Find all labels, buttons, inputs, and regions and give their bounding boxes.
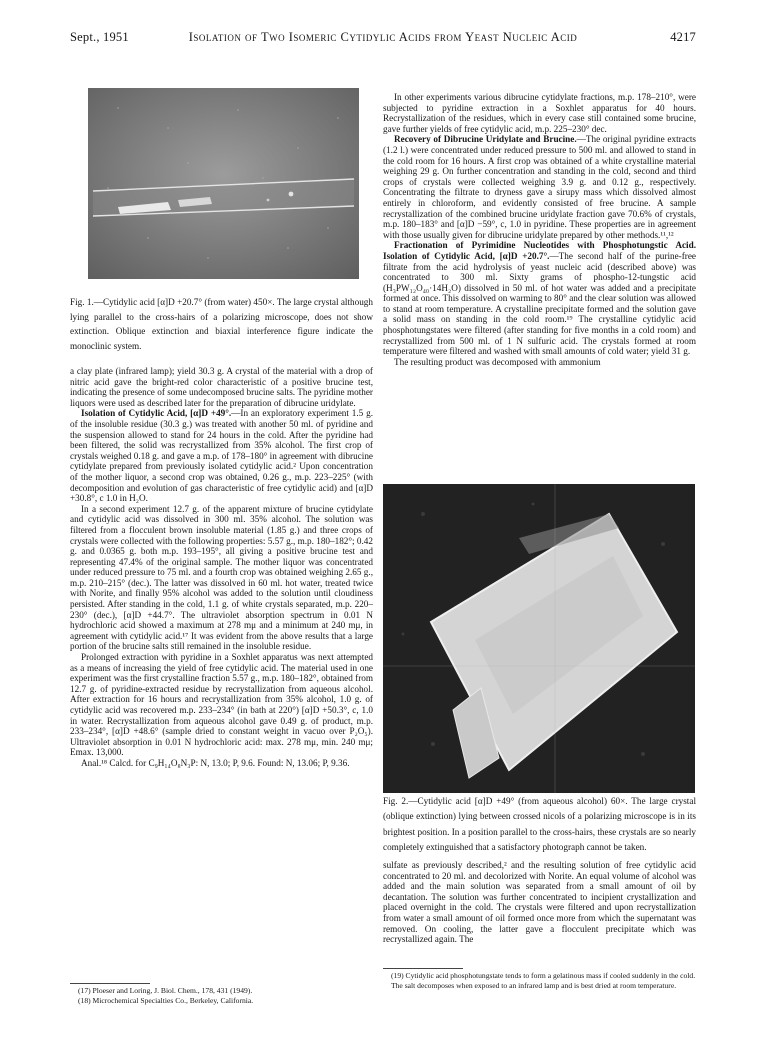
analysis-line: Anal.¹⁸ Calcd. for C₉H₁₄O₈N₃P: N, 13.0; P, 9.6. Found: N, 13.06; P, 9.36. — [81, 757, 350, 768]
paragraph-text: —In an exploratory experiment 1.5 g. of the insoluble residue (30.3 g.) was treated with another 50 ml. of pyridine and the suspension allowed to stand for 24 hours in the cold. After the pyridine had been filtered, the solid was recrystallized from 35% alcohol. The first crop of crystals weighed 0.18 g. and gave a m.p. of 178–180° in agreement with dibrucine cytidylate prepared from previously isolated cytidylic acid.² Upon concentration of the mother liquor, a second crop was obtained, 0.26 g., m.p. 223–225° (with decomposition and evolution of gas characteristic of free cytidylic acid) and [α]D +30.8°, c 1.0 in H₂O. — [70, 408, 373, 504]
left-footnotes — [70, 986, 373, 1006]
paragraph: The resulting product was decomposed with ammonium — [394, 356, 601, 367]
section-paragraph — [383, 240, 696, 357]
section-heading: Recovery of Dibrucine Uridylate and Brucine. — [394, 134, 577, 145]
figure-1-caption-text: Fig. 1.—Cytidylic acid [α]D +20.7° (from water) 450×. The large crystal although lying parallel to the cross-hairs of a polarizing microscope, does not show extinction. Oblique extinction and biaxial interference figure indicate the monoclinic system. — [70, 297, 373, 351]
footnote-rule — [70, 983, 150, 984]
section-paragraph — [383, 134, 696, 240]
right-column-top — [383, 92, 696, 367]
figure-2-caption — [383, 794, 696, 856]
figure-2-micrograph — [383, 484, 695, 793]
footnote-19: (19) Cytidylic acid phosphotungstate tends to form a gelatinous mass if cooled suddenly in the cold. The salt decomposes when exposed to an infrared lamp and is best dried at room temperature. — [391, 971, 696, 991]
right-column-bottom — [383, 860, 696, 945]
paragraph: In other experiments various dibrucine cytidylate fractions, m.p. 178–210°, were subjected to pyridine extraction in a Soxhlet apparatus for 40 hours. Recrystallization of the residues, which in every case still contained some brucine, gave further yields of free cytidylic acid, m.p. 225–230° dec. — [383, 92, 696, 134]
paragraph: a clay plate (infrared lamp); yield 30.3 g. A crystal of the material with a drop of nitric acid gave the bright-red color characteristic of a positive brucine test, indicating the presence of some undecomposed brucine salts. The pyridine mother liquors were used as described later for the preparation of dibrucine uridylate. — [70, 366, 373, 408]
figure-2-caption-text: Fig. 2.—Cytidylic acid [α]D +49° (from aqueous alcohol) 60×. The large crystal (oblique extinction) lying between crossed nicols of a polarizing microscope is in its brightest position. In a position parallel to the cross-hairs, these crystals are so nearly completely extinguished that a satisfactory photograph cannot be taken. — [383, 796, 696, 853]
page-number: 4217 — [670, 30, 696, 44]
section-heading: Fractionation of Pyrimidine Nucleotides with Phosphotungstic Acid. Isolation of Cytidylic Acid, [α]D +20.7°. — [383, 240, 696, 261]
paragraph: Prolonged extraction with pyridine in a Soxhlet apparatus was next attempted as a means of increasing the yield of free cytidylic acid. The material used in one experiment was the first crystalline fraction 5.57 g., m.p. 180–182°, obtained from 12.7 g. of pyridine-extracted residue by recrystallization from aqueous alcohol. After extraction for 16 hours and recrystallization from 35% alcohol, 1.0 g. of cytidylic acid was recovered m.p. 233–234° (in bath at 220°) [α]D +50.3°, c, 1.0 in water. Recrystallization from aqueous alcohol gave 0.49 g. of product, m.p. 233–234°, [α]D +48.6° (sample dried to constant weight in vacuo over P₂O₅). Ultraviolet absorption in 0.01 N hydrochloric acid: max. 278 mμ, min. 240 mμ; Emax. 13,000. — [70, 652, 373, 758]
section-paragraph — [70, 408, 373, 503]
paragraph-text: —The original pyridine extracts (1.2 l.) were concentrated under reduced pressure to 500 ml. and allowed to stand in the cold room for 16 hours. A first crop was obtained of a white crystalline material weighing 29 g. On further concentration and standing in the cold, second and third crops of crystals were collected weighing 3.9 g. and 0.12 g., respectively. Concentrating the filtrate to dryness gave a sirupy mass which dissolved almost entirely in chloroform, and evidently consisted of free brucine. A sample recrystallization of the combined brucine uridylate fraction gave 70.6% of crystals, m.p. 180–183° and [α]D −59°, c, 1.0 in pyridine. These properties are in agreement with those usually given for dibrucine uridylate prepared by other methods.¹¹,¹² — [383, 134, 696, 240]
right-footnotes — [383, 971, 696, 991]
figure-1-caption — [70, 295, 373, 353]
paragraph-text: —The second half of the purine-free filtrate from the acid hydrolysis of yeast nucleic acid (described above) was concentrated to 300 ml. Sixty grams of phospho-12-tungstic acid (H₃PW₁₂O₄₀·14H₂O) dissolved in 50 ml. of hot water was added and a precipitate formed at once. This dissolved on warming to 80° and the clear solution was allowed to stand at room temperature. A crystalline precipitate formed and the solution gave a solid mass on standing in the cold room.¹⁹ The crystalline cytidylic acid phosphotungstates were filtered (after standing for five months in a cold room) and recrystallized from 500 ml. of 1 N sulfuric acid. The crystals formed at room temperature were filtered and washed with small amounts of cold water; yield 31 g. — [383, 250, 697, 357]
footnote-rule — [383, 968, 463, 969]
journal-date: Sept., 1951 — [70, 30, 129, 44]
running-header — [70, 30, 696, 46]
paragraph: sulfate as previously described,² and the resulting solution of free cytidylic acid concentrated to 20 ml. and decolorized with Norite. An equal volume of alcohol was added and the main solution was separated from a small amount of oil by decantation. The solution was further concentrated to incipient crystallization and placed overnight in the cold. The crystals were filtered and upon recrystallization from water a small amount of oil formed once more from which the supernatant was removed. On cooling, the latter gave a flocculent precipitate which was recrystallized again. The — [383, 860, 696, 945]
section-heading: Isolation of Cytidylic Acid, [α]D +49°. — [81, 408, 232, 419]
left-column — [70, 366, 373, 769]
footnote-17: (17) Ploeser and Loring, J. Biol. Chem., 178, 431 (1949). — [78, 986, 253, 995]
figure-1-micrograph — [88, 88, 359, 279]
paragraph: In a second experiment 12.7 g. of the apparent mixture of brucine cytidylate and cytidylic acid was dissolved in 300 ml. 35% alcohol. The solution was filtered from a flocculent brown insoluble material (1.85 g.) and three crops of crystals were collected with the following properties: 5.57 g., m.p. 180–182°; 0.42 g. and 0.0365 g. both m.p. 193–195°, all giving a positive brucine test and representing 47.4% of the original sample. The mother liquor was concentrated under reduced pressure to 75 ml. and a fourth crop was obtained weighing 2.65 g., m.p. 210–215° (dec.). The latter was dissolved in 60 ml. hot water, treated twice with Norite, and finally 95% alcohol was added to the solution until cloudiness persisted. After standing in the cold, 1.1 g. of white crystals separated, m.p. 220–230° (dec.), [α]D +44.7°. The ultraviolet absorption spectrum in 0.01 N hydrochloric acid showed a maximum at 278 mμ and a minimum at 240 mμ, in agreement with cytidylic acid.¹⁷ It was evident from the above results that a large portion of the brucine salts still remained in the insoluble residue. — [70, 503, 373, 652]
article-title: Isolation of Two Isomeric Cytidylic Acids from Yeast Nucleic Acid — [188, 30, 578, 44]
footnote-18: (18) Microchemical Specialties Co., Berkeley, California. — [78, 996, 254, 1006]
